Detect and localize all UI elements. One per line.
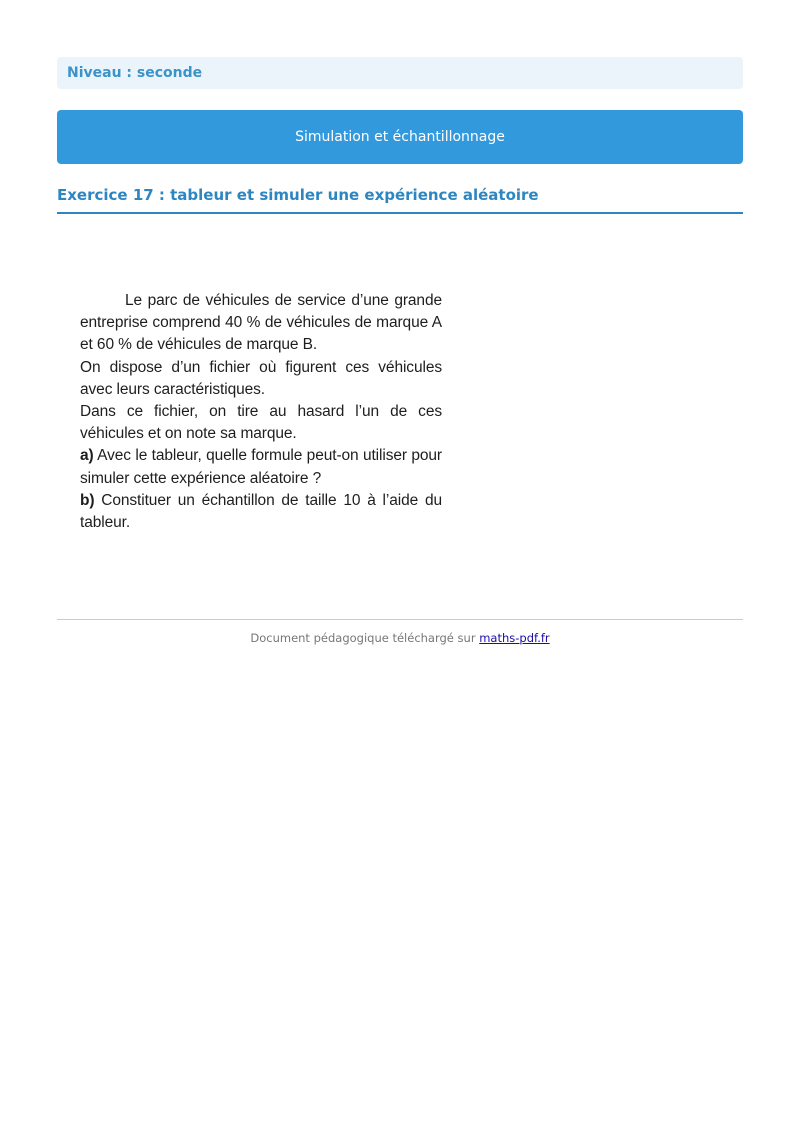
footer-divider bbox=[57, 619, 743, 620]
footer-text: Document pédagogique téléchargé sur bbox=[250, 631, 480, 645]
question-a bbox=[75, 445, 450, 489]
question-b-text: Constituer un échantillon de taille 10 à l’aide du tableur. bbox=[80, 491, 442, 532]
level-text: Niveau : seconde bbox=[67, 65, 203, 81]
question-b-letter: b) bbox=[80, 491, 95, 509]
exercise-title: Exercice 17 : tableur et simuler une expérience aléatoire bbox=[57, 184, 743, 214]
statement-intro: Le parc de véhicules de service d’une grande entreprise comprend 40 % de véhicules de marque A et 60 % de véhicules de marque B. bbox=[80, 292, 442, 354]
exercise-statement-image bbox=[75, 290, 450, 550]
question-a-letter: a) bbox=[80, 447, 94, 465]
statement-draw: Dans ce fichier, on tire au hasard l’un de ces véhicules et on note sa marque. bbox=[80, 403, 442, 443]
statement-file: On dispose d’un fichier où figurent ces véhicules avec leurs caractéristiques. bbox=[80, 358, 442, 398]
question-a-text: Avec le tableur, quelle formule peut-on utiliser pour simuler cette expérience aléatoire ? bbox=[80, 447, 442, 487]
topic-banner bbox=[57, 110, 743, 164]
question-b bbox=[75, 490, 450, 534]
footer-link[interactable]: maths-pdf.fr bbox=[479, 631, 550, 645]
footer bbox=[57, 631, 743, 645]
level-label bbox=[57, 57, 743, 89]
topic-title: Simulation et échantillonnage bbox=[295, 129, 505, 145]
